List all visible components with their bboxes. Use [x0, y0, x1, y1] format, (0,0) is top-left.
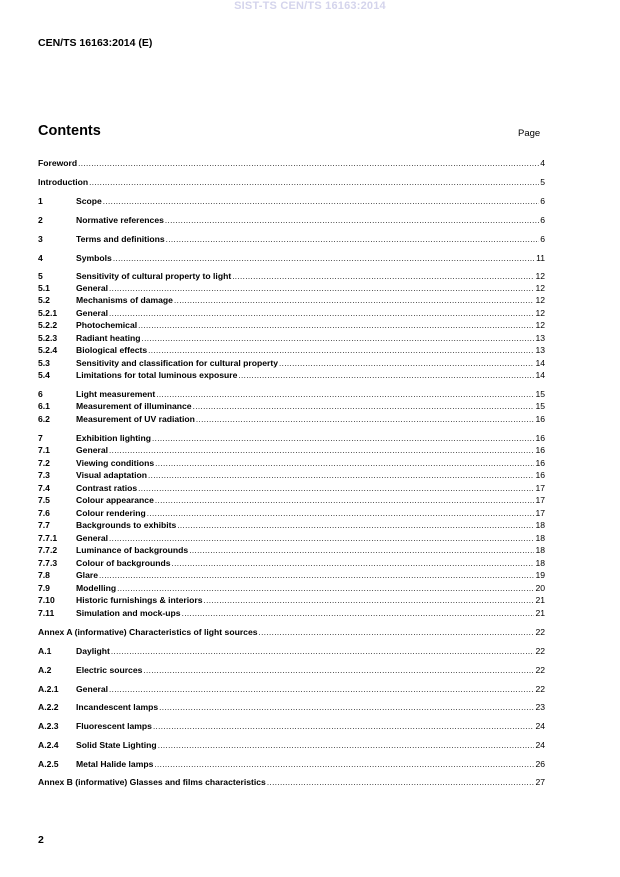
toc-entry-page: 16 — [535, 433, 545, 443]
toc-entry-title: Historic furnishings & interiors — [76, 595, 203, 605]
toc-entry-title: Backgrounds to exhibits — [76, 520, 177, 530]
toc-entry-number: 7.10 — [38, 595, 55, 605]
toc-leader-dots — [172, 558, 535, 567]
toc-entry-page: 16 — [535, 470, 545, 480]
toc-entry-page: 22 — [535, 665, 545, 675]
toc-entry-title: Terms and definitions — [76, 234, 165, 244]
toc-entry-title: Solid State Lighting — [76, 740, 157, 750]
toc-entry-title: Simulation and mock-ups — [76, 608, 181, 618]
toc-entry-title: General — [76, 445, 109, 455]
toc-entry[interactable] — [38, 233, 545, 245]
toc-entry-title: Contrast ratios — [76, 483, 138, 493]
toc-entry-number: 2 — [38, 215, 43, 225]
toc-leader-dots — [138, 483, 534, 492]
toc-entry-title: Electric sources — [76, 665, 143, 675]
toc-entry-title: General — [76, 684, 109, 694]
toc-entry-title: Radiant heating — [76, 333, 141, 343]
toc-entry-title: Mechanisms of damage — [76, 295, 173, 305]
toc-entry-page: 26 — [535, 759, 545, 769]
toc-leader-dots — [109, 308, 534, 317]
toc-leader-dots — [113, 253, 535, 262]
toc-entry-page: 21 — [535, 608, 545, 618]
toc-entry[interactable] — [38, 626, 545, 638]
toc-entry[interactable] — [38, 494, 545, 506]
toc-entry[interactable] — [38, 388, 545, 400]
toc-entry-page: 5 — [540, 177, 545, 187]
toc-entry-page: 17 — [535, 495, 545, 505]
toc-entry-number: 7.6 — [38, 508, 50, 518]
toc-entry[interactable] — [38, 645, 545, 657]
toc-entry[interactable] — [38, 457, 545, 469]
toc-entry[interactable] — [38, 369, 545, 381]
toc-entry[interactable] — [38, 319, 545, 331]
toc-entry-number: A.2.5 — [38, 759, 59, 769]
toc-entry[interactable] — [38, 582, 545, 594]
toc-entry-number: A.2.2 — [38, 702, 59, 712]
toc-entry[interactable] — [38, 252, 545, 264]
toc-entry[interactable] — [38, 739, 545, 751]
toc-entry-number: 7.7.3 — [38, 558, 58, 568]
toc-entry-title: Visual adaptation — [76, 470, 147, 480]
toc-entry-page: 4 — [540, 158, 545, 168]
toc-entry-title: Scope — [76, 196, 102, 206]
toc-leader-dots — [158, 740, 535, 749]
toc-entry-number: A.1 — [38, 646, 52, 656]
toc-entry-title: Introduction — [38, 177, 89, 187]
toc-leader-dots — [148, 345, 534, 354]
toc-entry-number: 5.2.3 — [38, 333, 58, 343]
toc-entry-number: A.2.3 — [38, 721, 59, 731]
toc-entry-page: 12 — [535, 320, 545, 330]
toc-entry-number: 7.7.1 — [38, 533, 58, 543]
toc-entry-title: Annex B (informative) Glasses and films characteristics — [38, 777, 266, 787]
toc-entry-page: 22 — [535, 684, 545, 694]
toc-entry-title: Metal Halide lamps — [76, 759, 154, 769]
toc-leader-dots — [153, 721, 535, 730]
toc-leader-dots — [99, 570, 534, 579]
toc-entry[interactable] — [38, 282, 545, 294]
toc-entry-number: 4 — [38, 253, 43, 263]
toc-leader-dots — [117, 583, 534, 592]
toc-entry-title: Measurement of illuminance — [76, 401, 192, 411]
toc-entry-number: 5.1 — [38, 283, 50, 293]
toc-entry[interactable] — [38, 519, 545, 531]
toc-entry-page: 11 — [536, 253, 545, 263]
toc-entry-page: 22 — [535, 646, 545, 656]
toc-leader-dots — [193, 401, 535, 410]
toc-entry-title: Colour of backgrounds — [76, 558, 171, 568]
toc-entry-title: Exhibition lighting — [76, 433, 151, 443]
toc-entry-number: 7.2 — [38, 458, 50, 468]
toc-leader-dots — [109, 684, 534, 693]
toc-entry[interactable] — [38, 469, 545, 481]
toc-entry-title: General — [76, 283, 109, 293]
toc-entry[interactable] — [38, 214, 545, 226]
toc-leader-dots — [166, 234, 540, 243]
toc-entry-number: 7.1 — [38, 445, 50, 455]
toc-entry-page: 14 — [535, 358, 545, 368]
toc-entry[interactable] — [38, 400, 545, 412]
toc-entry-title: Colour appearance — [76, 495, 154, 505]
toc-leader-dots — [165, 215, 539, 224]
toc-entry-page: 23 — [535, 702, 545, 712]
toc-entry[interactable] — [38, 720, 545, 732]
toc-entry[interactable] — [38, 294, 545, 306]
toc-entry-title: Modelling — [76, 583, 117, 593]
toc-leader-dots — [189, 545, 534, 554]
toc-leader-dots — [156, 389, 534, 398]
toc-entry[interactable] — [38, 432, 545, 444]
toc-entry-page: 16 — [535, 445, 545, 455]
toc-entry-number: 5.2 — [38, 295, 50, 305]
toc-entry-title: Symbols — [76, 253, 112, 263]
toc-leader-dots — [138, 320, 534, 329]
toc-entry-number: 5.4 — [38, 370, 50, 380]
toc-entry-page: 18 — [535, 545, 545, 555]
toc-entry-number: 7.8 — [38, 570, 50, 580]
toc-leader-dots — [196, 414, 535, 423]
toc-entry-number: 5 — [38, 271, 43, 281]
toc-leader-dots — [259, 627, 535, 636]
toc-entry-number: 6.2 — [38, 414, 50, 424]
toc-entry-page: 17 — [535, 483, 545, 493]
toc-entry-number: 7.11 — [38, 608, 55, 618]
toc-entry-number: 7.7.2 — [38, 545, 58, 555]
toc-leader-dots — [267, 777, 535, 786]
toc-entry[interactable] — [38, 344, 545, 356]
toc-entry[interactable] — [38, 507, 545, 519]
toc-leader-dots — [109, 533, 534, 542]
toc-entry-page: 6 — [540, 215, 545, 225]
toc-entry[interactable] — [38, 332, 545, 344]
toc-entry-number: 7.4 — [38, 483, 50, 493]
toc-leader-dots — [141, 333, 534, 342]
toc-entry-page: 24 — [535, 721, 545, 731]
toc-entry-page: 18 — [535, 533, 545, 543]
toc-entry[interactable] — [38, 569, 545, 581]
toc-leader-dots — [111, 646, 535, 655]
toc-entry[interactable] — [38, 532, 545, 544]
toc-entry-page: 27 — [535, 777, 545, 787]
toc-entry[interactable] — [38, 701, 545, 713]
toc-entry-title: Daylight — [76, 646, 110, 656]
toc-entry-page: 21 — [535, 595, 545, 605]
toc-entry-number: A.2.1 — [38, 684, 59, 694]
toc-entry-title: Luminance of backgrounds — [76, 545, 189, 555]
toc-entry-title: Normative references — [76, 215, 164, 225]
toc-entry-number: A.2.4 — [38, 740, 59, 750]
toc-entry-page: 15 — [535, 389, 545, 399]
toc-entry[interactable] — [38, 444, 545, 456]
toc-leader-dots — [147, 508, 535, 517]
toc-entry-number: 7 — [38, 433, 43, 443]
watermark: SIST-TS CEN/TS 16163:2014 — [234, 0, 386, 12]
toc-entry-page: 24 — [535, 740, 545, 750]
toc-entry-page: 16 — [535, 414, 545, 424]
toc-entry-title: Foreword — [38, 158, 78, 168]
toc-entry-title: Fluorescent lamps — [76, 721, 152, 731]
toc-entry[interactable] — [38, 270, 545, 282]
toc-leader-dots — [155, 495, 535, 504]
toc-entry-page: 13 — [535, 345, 545, 355]
toc-entry-title: Sensitivity of cultural property to light — [76, 271, 232, 281]
page-column-label: Page — [518, 128, 541, 139]
toc-entry-title: Sensitivity and classification for cultural property — [76, 358, 279, 368]
toc-leader-dots — [109, 283, 534, 292]
toc-entry[interactable] — [38, 594, 545, 606]
toc-entry-number: 7.3 — [38, 470, 50, 480]
toc-entry-page: 13 — [535, 333, 545, 343]
toc-entry[interactable] — [38, 544, 545, 556]
toc-leader-dots — [155, 458, 534, 467]
toc-leader-dots — [78, 158, 539, 167]
toc-leader-dots — [177, 520, 534, 529]
toc-entry-number: 6 — [38, 389, 43, 399]
toc-entry-page: 18 — [535, 558, 545, 568]
toc-entry-number: 7.7 — [38, 520, 50, 530]
toc-entry-number: 3 — [38, 234, 43, 244]
toc-leader-dots — [174, 295, 534, 304]
toc-entry[interactable] — [38, 664, 545, 676]
toc-leader-dots — [148, 470, 534, 479]
toc-leader-dots — [154, 759, 534, 768]
toc-leader-dots — [103, 196, 539, 205]
toc-entry-page: 20 — [535, 583, 545, 593]
toc-entry-title: Colour rendering — [76, 508, 146, 518]
toc-leader-dots — [232, 271, 534, 280]
toc-entry-title: Light measurement — [76, 389, 156, 399]
document-id: CEN/TS 16163:2014 (E) — [38, 37, 153, 49]
toc-entry-number: 5.2.4 — [38, 345, 58, 355]
toc-entry-page: 17 — [535, 508, 545, 518]
toc-entry-number: 7.9 — [38, 583, 50, 593]
toc-entry[interactable] — [38, 195, 545, 207]
toc-entry-title: Incandescent lamps — [76, 702, 159, 712]
toc-entry-title: Limitations for total luminous exposure — [76, 370, 238, 380]
toc-entry[interactable] — [38, 776, 545, 788]
toc-entry-page: 14 — [535, 370, 545, 380]
toc-leader-dots — [204, 595, 535, 604]
toc-leader-dots — [89, 177, 539, 186]
toc-entry-title: Viewing conditions — [76, 458, 155, 468]
toc-entry[interactable] — [38, 607, 545, 619]
toc-leader-dots — [182, 608, 535, 617]
toc-entry-page: 16 — [535, 458, 545, 468]
toc-entry-number: 5.3 — [38, 358, 50, 368]
toc-entry-title: Measurement of UV radiation — [76, 414, 195, 424]
toc-entry-page: 6 — [540, 196, 545, 206]
contents-title: Contents — [38, 123, 101, 139]
toc-entry-page: 19 — [535, 570, 545, 580]
toc-entry-page: 6 — [540, 234, 545, 244]
toc-entry-title: Annex A (informative) Characteristics of light sources — [38, 627, 258, 637]
toc-entry[interactable] — [38, 357, 545, 369]
toc-entry-number: A.2 — [38, 665, 52, 675]
toc-entry-page: 18 — [535, 520, 545, 530]
toc-entry[interactable] — [38, 176, 545, 188]
toc-entry-page: 15 — [535, 401, 545, 411]
toc-leader-dots — [109, 445, 534, 454]
toc-entry-page: 22 — [535, 627, 545, 637]
toc-leader-dots — [152, 433, 534, 442]
toc-entry[interactable] — [38, 157, 545, 169]
toc-entry-number: 6.1 — [38, 401, 50, 411]
toc-entry-number: 7.5 — [38, 495, 50, 505]
toc-entry-number: 1 — [38, 196, 43, 206]
toc-entry-number: 5.2.1 — [38, 308, 58, 318]
toc-entry-title: Glare — [76, 570, 98, 580]
toc-entry[interactable] — [38, 683, 545, 695]
toc-leader-dots — [159, 702, 534, 711]
toc-entry-title: General — [76, 308, 109, 318]
toc-entry-page: 12 — [535, 308, 545, 318]
toc-entry-number: 5.2.2 — [38, 320, 58, 330]
toc-entry[interactable] — [38, 413, 545, 425]
toc-entry-title: General — [76, 533, 109, 543]
toc-entry-title: Biological effects — [76, 345, 148, 355]
toc-entry[interactable] — [38, 482, 545, 494]
toc-leader-dots — [143, 665, 534, 674]
toc-entry-page: 12 — [535, 283, 545, 293]
toc-entry[interactable] — [38, 758, 545, 770]
toc-entry-title: Photochemical — [76, 320, 138, 330]
toc-leader-dots — [279, 358, 534, 367]
footer-page-number: 2 — [38, 834, 44, 846]
toc-entry-page: 12 — [535, 271, 545, 281]
toc-entry-page: 12 — [535, 295, 545, 305]
toc-entry[interactable] — [38, 557, 545, 569]
toc-entry[interactable] — [38, 307, 545, 319]
toc-leader-dots — [238, 370, 534, 379]
